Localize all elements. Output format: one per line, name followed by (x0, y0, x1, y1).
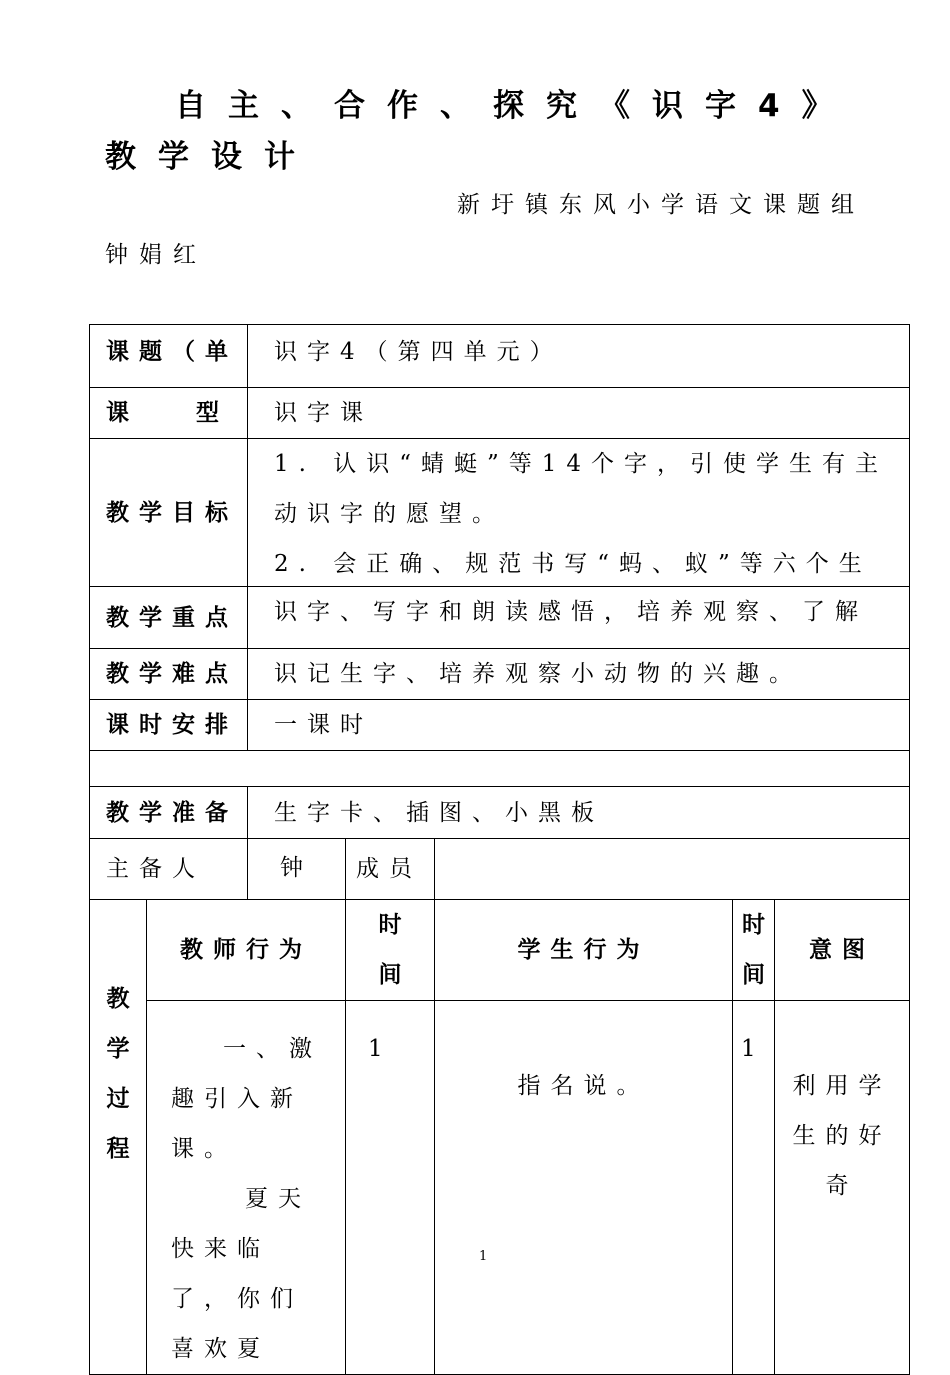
row-objectives (90, 439, 910, 587)
time-1-value: 1 (346, 1001, 435, 1375)
row-process-1 (90, 1001, 910, 1375)
header-student: 学生行为 (435, 900, 733, 1001)
preparation-label: 教学准备 (90, 787, 248, 839)
header-teacher: 教师行为 (147, 900, 346, 1001)
schedule-label: 课时安排 (90, 700, 248, 751)
objectives-label: 教学目标 (90, 439, 248, 587)
planner-label: 主备人 (90, 839, 248, 900)
empty-cell (90, 751, 910, 787)
topic-label: 课题（单 (90, 325, 248, 388)
members-label: 成员 (346, 839, 435, 900)
planner-value: 钟 (248, 839, 346, 900)
byline-organization: 新圩镇东风小学语文课题组 (457, 192, 865, 218)
header-time-2: 时间 (733, 900, 775, 1001)
type-label (90, 388, 248, 439)
row-key-points (90, 587, 910, 649)
document-title-line1: 自主、合作、探究《识字4》 (175, 88, 855, 124)
byline-author: 钟娟红 (105, 242, 207, 268)
row-process-header (90, 900, 910, 1001)
key-points-label: 教学重点 (90, 587, 248, 649)
header-intent: 意图 (775, 900, 910, 1001)
topic-value: 识字4（第四单元） (248, 325, 910, 388)
process-label (90, 900, 147, 1375)
schedule-value: 一课时 (248, 700, 910, 751)
intent-value: 利用学生的好奇 (775, 1001, 910, 1375)
header-time-1: 时间 (346, 900, 435, 1001)
process-label-text: 教学过程 (106, 986, 130, 1162)
row-preparation (90, 787, 910, 839)
members-value (435, 839, 910, 900)
time-2-value: 1 (733, 1001, 775, 1375)
teacher-action-heading: 一、激趣引入新课。 (171, 1036, 322, 1162)
row-schedule (90, 700, 910, 751)
row-type (90, 388, 910, 439)
document-title-line2: 教学设计 (105, 139, 317, 175)
student-action: 指名说。 (435, 1001, 733, 1375)
row-planner (90, 839, 910, 900)
teacher-action-text: 夏天快来临了，你们喜欢夏 (171, 1186, 311, 1362)
type-value: 识字课 (248, 388, 910, 439)
row-difficulties (90, 649, 910, 700)
preparation-value: 生字卡、插图、小黑板 (248, 787, 910, 839)
difficulties-value: 识记生字、培养观察小动物的兴趣。 (248, 649, 910, 700)
type-label-right: 型 (196, 400, 229, 426)
type-label-left: 课 (106, 400, 139, 426)
row-topic (90, 325, 910, 388)
row-empty (90, 751, 910, 787)
lesson-plan-table (89, 324, 910, 1375)
key-points-value: 识字、写字和朗读感悟，培养观察、了解 (248, 587, 910, 649)
objectives-value (248, 439, 910, 587)
objective-item-1: 1. 认识“蜻蜓”等14个字，引使学生有主动识字的愿望。 (274, 451, 889, 527)
objective-item-2: 2. 会正确、规范书写“蚂、蚁”等六个生 (274, 551, 872, 577)
teacher-action-cell (147, 1001, 346, 1375)
page-number: 1 (479, 1249, 488, 1264)
difficulties-label: 教学难点 (90, 649, 248, 700)
